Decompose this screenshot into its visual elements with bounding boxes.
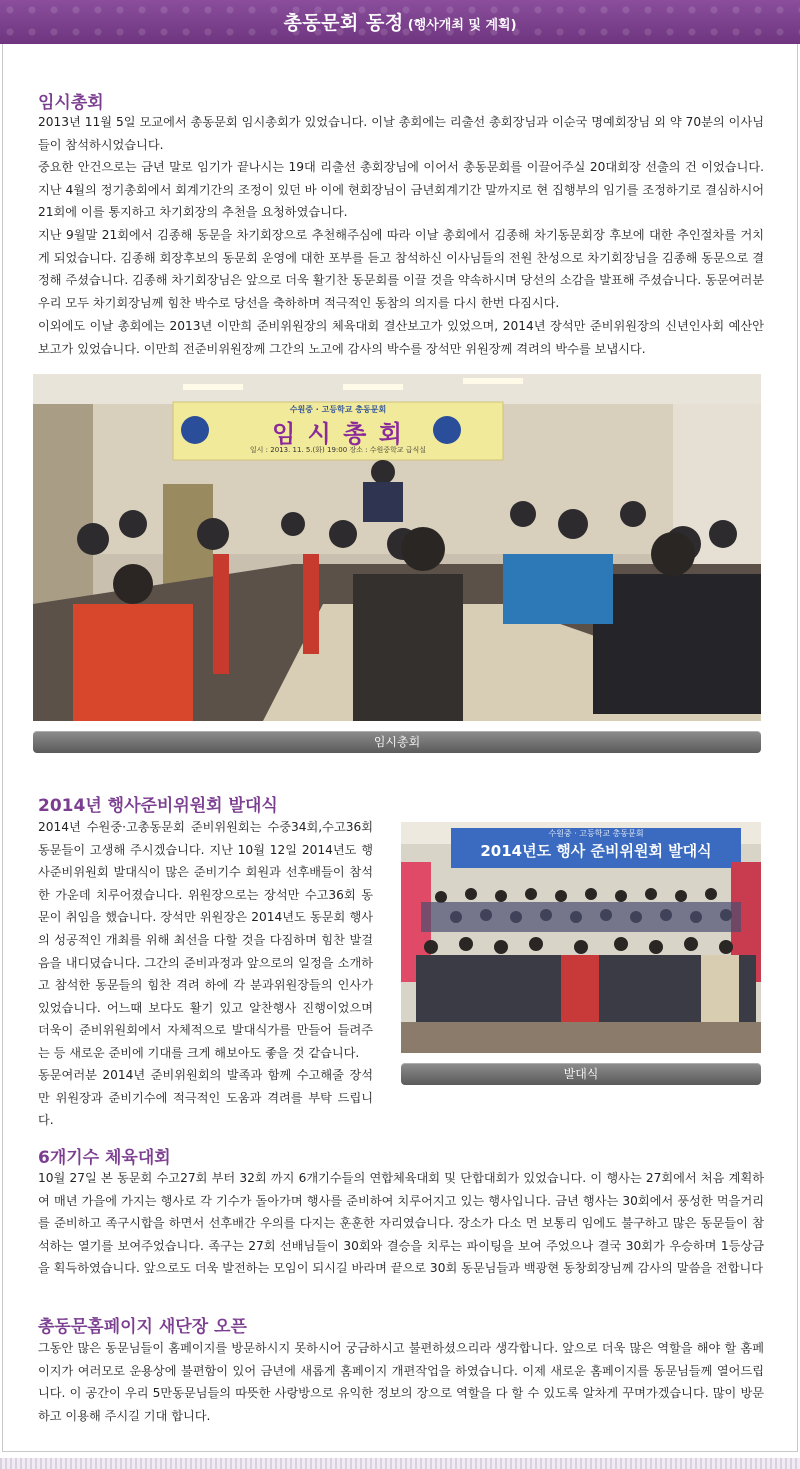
paragraph: 2014년 수원중·고총동문회 준비위원회는 수중34회,수고36회 동문들이 고생해 주시겠습니다. 지난 10월 12일 2014년도 행사준비위원회 발대식이 많은 준비기수 회원과 선후배들이 참석한 가운데 치루어졌습니다. 위원장으로는 장석만 수고36회 동문이 취임을 했습니다. 장석만 위원장은 2014년도 동문회 행사의 성공적인 개최를 위해 최선을 다할 것을 다짐하며 힘찬 발걸음을 내디뎠습니다. 그간의 준비과정과 앞으로의 일정을 소개하고 참석한 동문들의 힘찬 격려 하에 각 분과위원장들의 인사가 있었습니다. 어느때 보다도 활기 있고 알찬행사 진행이었으며 더욱이 준비위원회에서 자체적으로 발대식가를 만들어 들려주는 등 새로운 준비에 기대를 크게 해보아도 좋을 것 같습니다.: [38, 820, 373, 1060]
section-heading-general-meeting: 임시총회: [38, 93, 104, 113]
paragraph: 지난 9월말 21회에서 김종해 동문을 차기회장으로 추천해주심에 따라 이날 총회에서 김종해 차기동문회장 후보에 대한 추인절차를 거치게 되었습니다. 김종해 회장후보의 동문회 운영에 대한 포부를 듣고 참석하신 이사님들의 전원 찬성으로 차기회장님을 김종해 동문으로 결정해 주셨습니다. 김종해 차기회장님은 앞으로 더욱 활기찬 동문회를 이끌 것을 약속하시며 당선의 소감을 발표해 주셨습니다. 동문여러분 우리 모두 차기회장님께 힘찬 박수로 당선을 축하하며 적극적인 동참의 의지를 다시 한번 다짐시다.: [38, 228, 764, 310]
paragraph: 동문여러분 2014년 준비위원회의 발족과 함께 수고해줄 장석만 위원장과 준비기수에 적극적인 도움과 격려를 부탁 드립니다.: [38, 1068, 373, 1128]
header-banner: [0, 0, 800, 44]
page-title: 총동문회 동정: [283, 12, 404, 34]
photo-banner-info: 일시 : 2013. 11. 5.(화) 19:00 장소 : 수원중학교 급식실: [249, 446, 427, 454]
page-subtitle: (행사개최 및 계획): [407, 18, 517, 33]
section-heading-homepage-open: 총동문홈페이지 새단장 오픈: [38, 1317, 247, 1337]
paragraph: 중요한 안건으로는 금년 말로 임기가 끝나시는 19대 리출선 총회장님에 이어서 총동문회를 이끌어주실 20대회장 선출의 건 이었습니다. 지난 4월의 정기총회에서 회계기간의 조정이 있던 바 이에 현회장님이 금년회계기간 말까지로 현 집행부의 임기를 조정하기로 결심하시어 21회에 이를 통지하고 차기회장의 추천을 요청하였습니다.: [38, 160, 764, 220]
photo-caption: 임시총회: [33, 731, 761, 753]
paragraph: 그동안 많은 동문님들이 홈페이지를 방문하시지 못하시어 궁금하시고 불편하셨으리라 생각합니다. 앞으로 더욱 많은 역할을 해야 할 홈페이지가 여러모로 운용상에 불편함이 있어 금년에 새롭게 홈페이지 개편작업을 하였습니다. 이제 새로운 홈페이지를 동문님들께 열어드립니다. 이 공간이 우리 5만동문님들의 따뜻한 사랑방으로 유익한 정보의 장으로 역할을 다 할 수 있도록 알차게 꾸며가겠습니다. 많이 방문하고 이용해 주시길 기대 합니다.: [38, 1341, 764, 1423]
paragraph: 10월 27일 본 동문회 수고27회 부터 32회 까지 6개기수들의 연합체육대회 및 단합대회가 있었습니다. 이 행사는 27회에서 처음 계획하여 매년 가을에 가지는 행사로 각 기수가 돌아가며 행사를 준비하여 치루어지고 있는 행사입니다. 금년 행사는 30회에서 풍성한 먹을거리를 준비하고 족구시합을 하면서 선후배간 우의를 다지는 훈훈한 자리였습니다. 장소가 다소 먼 보통리 임에도 불구하고 많은 동문들이 참석하는 열기를 보여주었습니다. 족구는 27회 선배님들이 30회와 결승을 치루는 파이팅을 보여 주었으나 결국 30회가 우승하며 1등상금을 획득하였습니다. 앞으로도 더욱 발전하는 모임이 되시길 바라며 끝으로 30회 동문님들과 백광현 동창회장님께 감사의 말씀을 전합니다: [38, 1171, 764, 1276]
photo-banner-title: 임 시 총 회: [272, 420, 404, 448]
photo-banner-title: 2014년도 행사 준비위원회 발대식: [480, 842, 712, 860]
section-heading-committee-launch: 2014년 행사준비위원회 발대식: [38, 796, 278, 816]
photo-banner-school: 수원중 · 고등학교 총동문회: [289, 405, 387, 414]
footer-stripe: [0, 1458, 800, 1469]
photo-caption: 발대식: [401, 1063, 761, 1085]
section-heading-sports-day: 6개기수 체육대회: [38, 1148, 171, 1168]
paragraph: 2013년 11월 5일 모교에서 총동문회 임시총회가 있었습니다. 이날 총회에는 리출선 총회장님과 이순국 명예회장님 외 약 70분의 이사님들이 참석하시었습니다.: [38, 115, 764, 152]
launch-ceremony-photo: [401, 822, 761, 1053]
paragraph: 이외에도 이날 총회에는 2013년 이만희 준비위원장의 체육대회 결산보고가 있었으며, 2014년 장석만 준비위원장의 신년인사회 예산안 보고가 있었습니다. 이만희 전준비위원장께 그간의 노고에 감사의 박수를 장석만 위원장께 격려의 박수를 보냅시다.: [38, 319, 764, 356]
meeting-photo: [33, 374, 761, 721]
photo-banner-school: 수원중 · 고등학교 총동문회: [548, 829, 644, 838]
